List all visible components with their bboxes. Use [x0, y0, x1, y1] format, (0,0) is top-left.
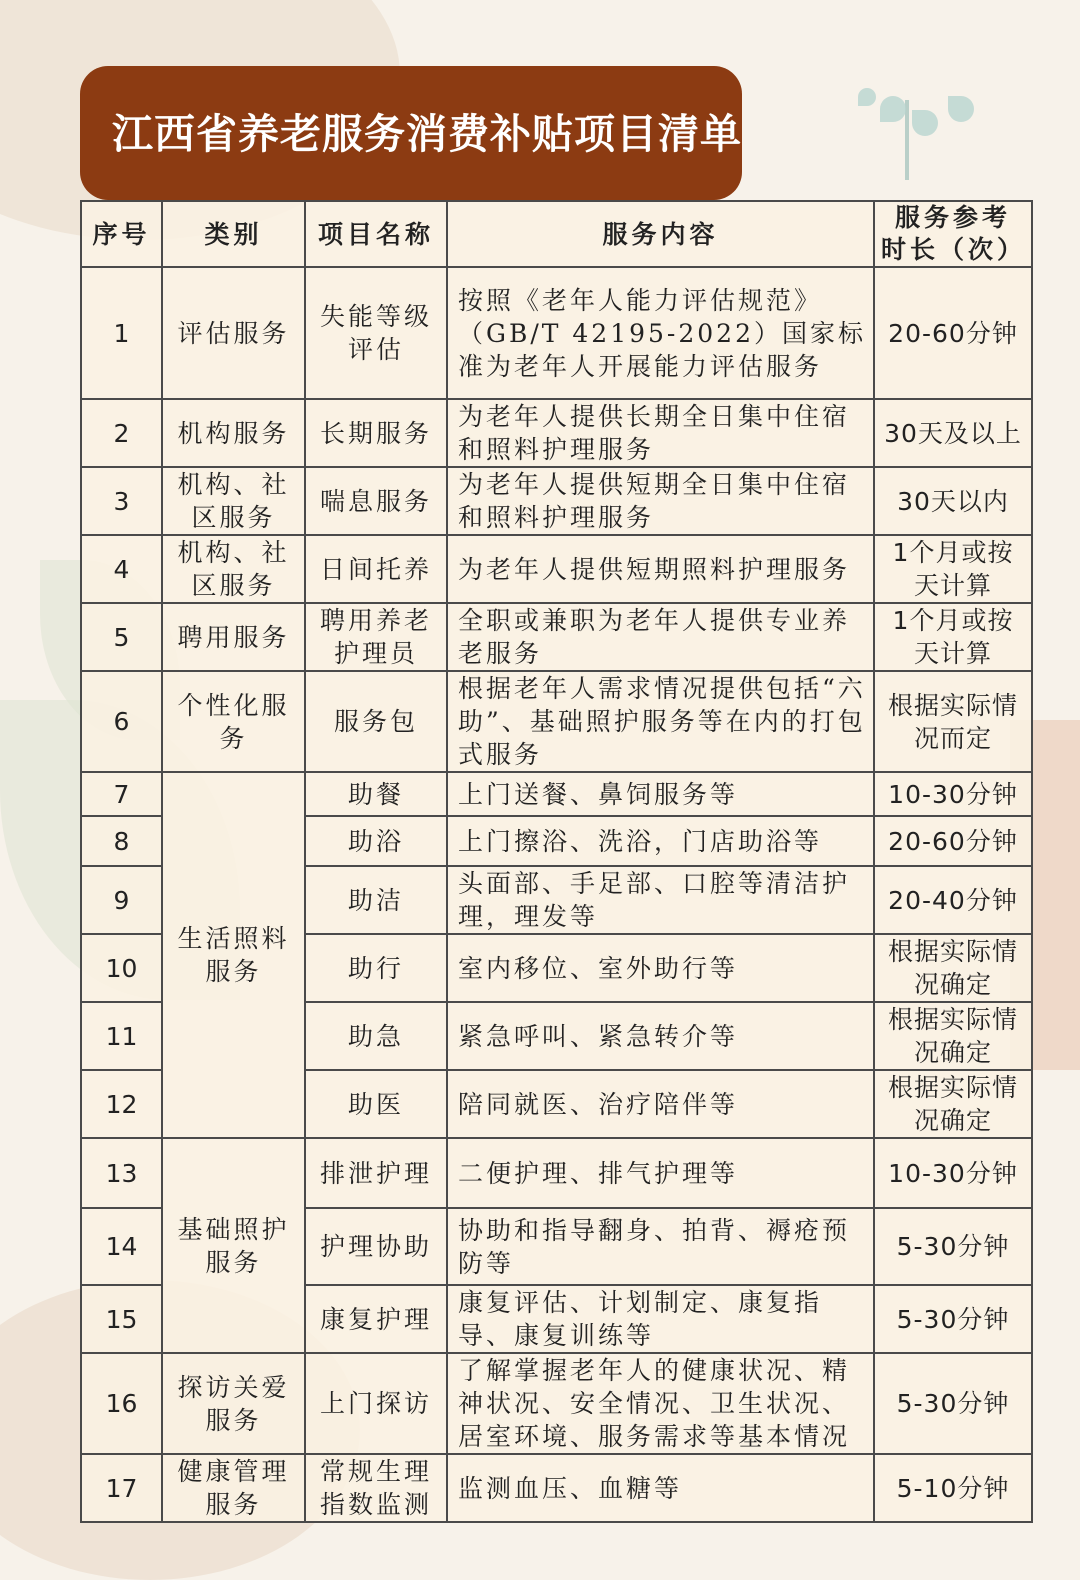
row-category: 探访关爱服务 — [162, 1353, 305, 1454]
row-content: 上门送餐、鼻饲服务等 — [447, 772, 874, 816]
row-category: 聘用服务 — [162, 603, 305, 671]
row-content: 二便护理、排气护理等 — [447, 1138, 874, 1208]
subsidy-items-table — [80, 200, 1033, 1523]
table-row — [81, 772, 1032, 816]
row-content: 陪同就医、治疗陪伴等 — [447, 1070, 874, 1138]
row-index: 6 — [81, 671, 162, 772]
row-duration: 20-40分钟 — [874, 866, 1032, 934]
row-item-name: 排泄护理 — [305, 1138, 447, 1208]
row-index: 4 — [81, 535, 162, 603]
row-item-name: 日间托养 — [305, 535, 447, 603]
row-content: 为老年人提供短期照料护理服务 — [447, 535, 874, 603]
row-content: 协助和指导翻身、拍背、褥疮预防等 — [447, 1208, 874, 1285]
row-category: 评估服务 — [162, 267, 305, 399]
row-index: 9 — [81, 866, 162, 934]
row-duration: 10-30分钟 — [874, 1138, 1032, 1208]
row-index: 2 — [81, 399, 162, 467]
row-item-name: 上门探访 — [305, 1353, 447, 1454]
header-index: 序号 — [81, 201, 162, 267]
row-index: 13 — [81, 1138, 162, 1208]
header-item-name: 项目名称 — [305, 201, 447, 267]
row-item-name: 护理协助 — [305, 1208, 447, 1285]
row-category: 个性化服务 — [162, 671, 305, 772]
row-content: 头面部、手足部、口腔等清洁护理，理发等 — [447, 866, 874, 934]
row-duration: 5-30分钟 — [874, 1353, 1032, 1454]
row-content: 按照《老年人能力评估规范》（GB/T 42195-2022）国家标准为老年人开展能力评估服务 — [447, 267, 874, 399]
row-item-name: 聘用养老护理员 — [305, 603, 447, 671]
row-index: 12 — [81, 1070, 162, 1138]
row-item-name: 失能等级评估 — [305, 267, 447, 399]
row-index: 17 — [81, 1454, 162, 1522]
row-duration: 20-60分钟 — [874, 267, 1032, 399]
row-category: 健康管理服务 — [162, 1454, 305, 1522]
row-content: 上门擦浴、洗浴，门店助浴等 — [447, 816, 874, 866]
row-duration: 5-10分钟 — [874, 1454, 1032, 1522]
table-row — [81, 267, 1032, 399]
table-row — [81, 671, 1032, 772]
header-content: 服务内容 — [447, 201, 874, 267]
header-duration: 服务参考时长（次） — [874, 201, 1032, 267]
row-item-name: 长期服务 — [305, 399, 447, 467]
table-row — [81, 399, 1032, 467]
row-item-name: 康复护理 — [305, 1285, 447, 1353]
row-duration: 30天及以上 — [874, 399, 1032, 467]
row-content: 室内移位、室外助行等 — [447, 934, 874, 1002]
row-category: 生活照料服务 — [162, 772, 305, 1138]
row-content: 紧急呼叫、紧急转介等 — [447, 1002, 874, 1070]
row-index: 15 — [81, 1285, 162, 1353]
table-header-row — [81, 201, 1032, 267]
plant-leaf-decoration — [858, 88, 876, 106]
row-duration: 1个月或按天计算 — [874, 603, 1032, 671]
table-row — [81, 1454, 1032, 1522]
row-duration: 根据实际情况确定 — [874, 1002, 1032, 1070]
row-duration: 5-30分钟 — [874, 1208, 1032, 1285]
title-banner — [80, 66, 742, 200]
row-duration: 根据实际情况而定 — [874, 671, 1032, 772]
row-content: 为老年人提供长期全日集中住宿和照料护理服务 — [447, 399, 874, 467]
row-content: 了解掌握老年人的健康状况、精神状况、安全情况、卫生状况、居室环境、服务需求等基本情况 — [447, 1353, 874, 1454]
row-item-name: 助餐 — [305, 772, 447, 816]
row-content: 监测血压、血糖等 — [447, 1454, 874, 1522]
row-item-name: 喘息服务 — [305, 467, 447, 535]
table-row — [81, 535, 1032, 603]
row-index: 5 — [81, 603, 162, 671]
row-content: 根据老年人需求情况提供包括“六助”、基础照护服务等在内的打包式服务 — [447, 671, 874, 772]
plant-leaf-decoration — [880, 96, 906, 122]
row-index: 16 — [81, 1353, 162, 1454]
row-category: 基础照护服务 — [162, 1138, 305, 1353]
row-index: 8 — [81, 816, 162, 866]
row-content: 全职或兼职为老年人提供专业养老服务 — [447, 603, 874, 671]
row-index: 3 — [81, 467, 162, 535]
row-item-name: 常规生理指数监测 — [305, 1454, 447, 1522]
row-duration: 20-60分钟 — [874, 816, 1032, 866]
table-row — [81, 603, 1032, 671]
row-duration: 5-30分钟 — [874, 1285, 1032, 1353]
row-item-name: 助医 — [305, 1070, 447, 1138]
row-category: 机构、社区服务 — [162, 467, 305, 535]
row-duration: 10-30分钟 — [874, 772, 1032, 816]
row-duration: 1个月或按天计算 — [874, 535, 1032, 603]
row-item-name: 助浴 — [305, 816, 447, 866]
plant-leaf-decoration — [948, 96, 974, 122]
row-index: 11 — [81, 1002, 162, 1070]
row-content: 为老年人提供短期全日集中住宿和照料护理服务 — [447, 467, 874, 535]
row-index: 1 — [81, 267, 162, 399]
row-item-name: 助行 — [305, 934, 447, 1002]
row-duration: 根据实际情况确定 — [874, 934, 1032, 1002]
table-row — [81, 467, 1032, 535]
header-category: 类别 — [162, 201, 305, 267]
row-duration: 30天以内 — [874, 467, 1032, 535]
table-row — [81, 1353, 1032, 1454]
row-item-name: 助急 — [305, 1002, 447, 1070]
row-index: 7 — [81, 772, 162, 816]
table-row — [81, 1138, 1032, 1208]
row-item-name: 助洁 — [305, 866, 447, 934]
row-index: 14 — [81, 1208, 162, 1285]
row-index: 10 — [81, 934, 162, 1002]
row-category: 机构、社区服务 — [162, 535, 305, 603]
row-content: 康复评估、计划制定、康复指导、康复训练等 — [447, 1285, 874, 1353]
row-item-name: 服务包 — [305, 671, 447, 772]
row-category: 机构服务 — [162, 399, 305, 467]
row-duration: 根据实际情况确定 — [874, 1070, 1032, 1138]
page-title: 江西省养老服务消费补贴项目清单 — [112, 109, 742, 158]
plant-leaf-decoration — [912, 110, 938, 136]
